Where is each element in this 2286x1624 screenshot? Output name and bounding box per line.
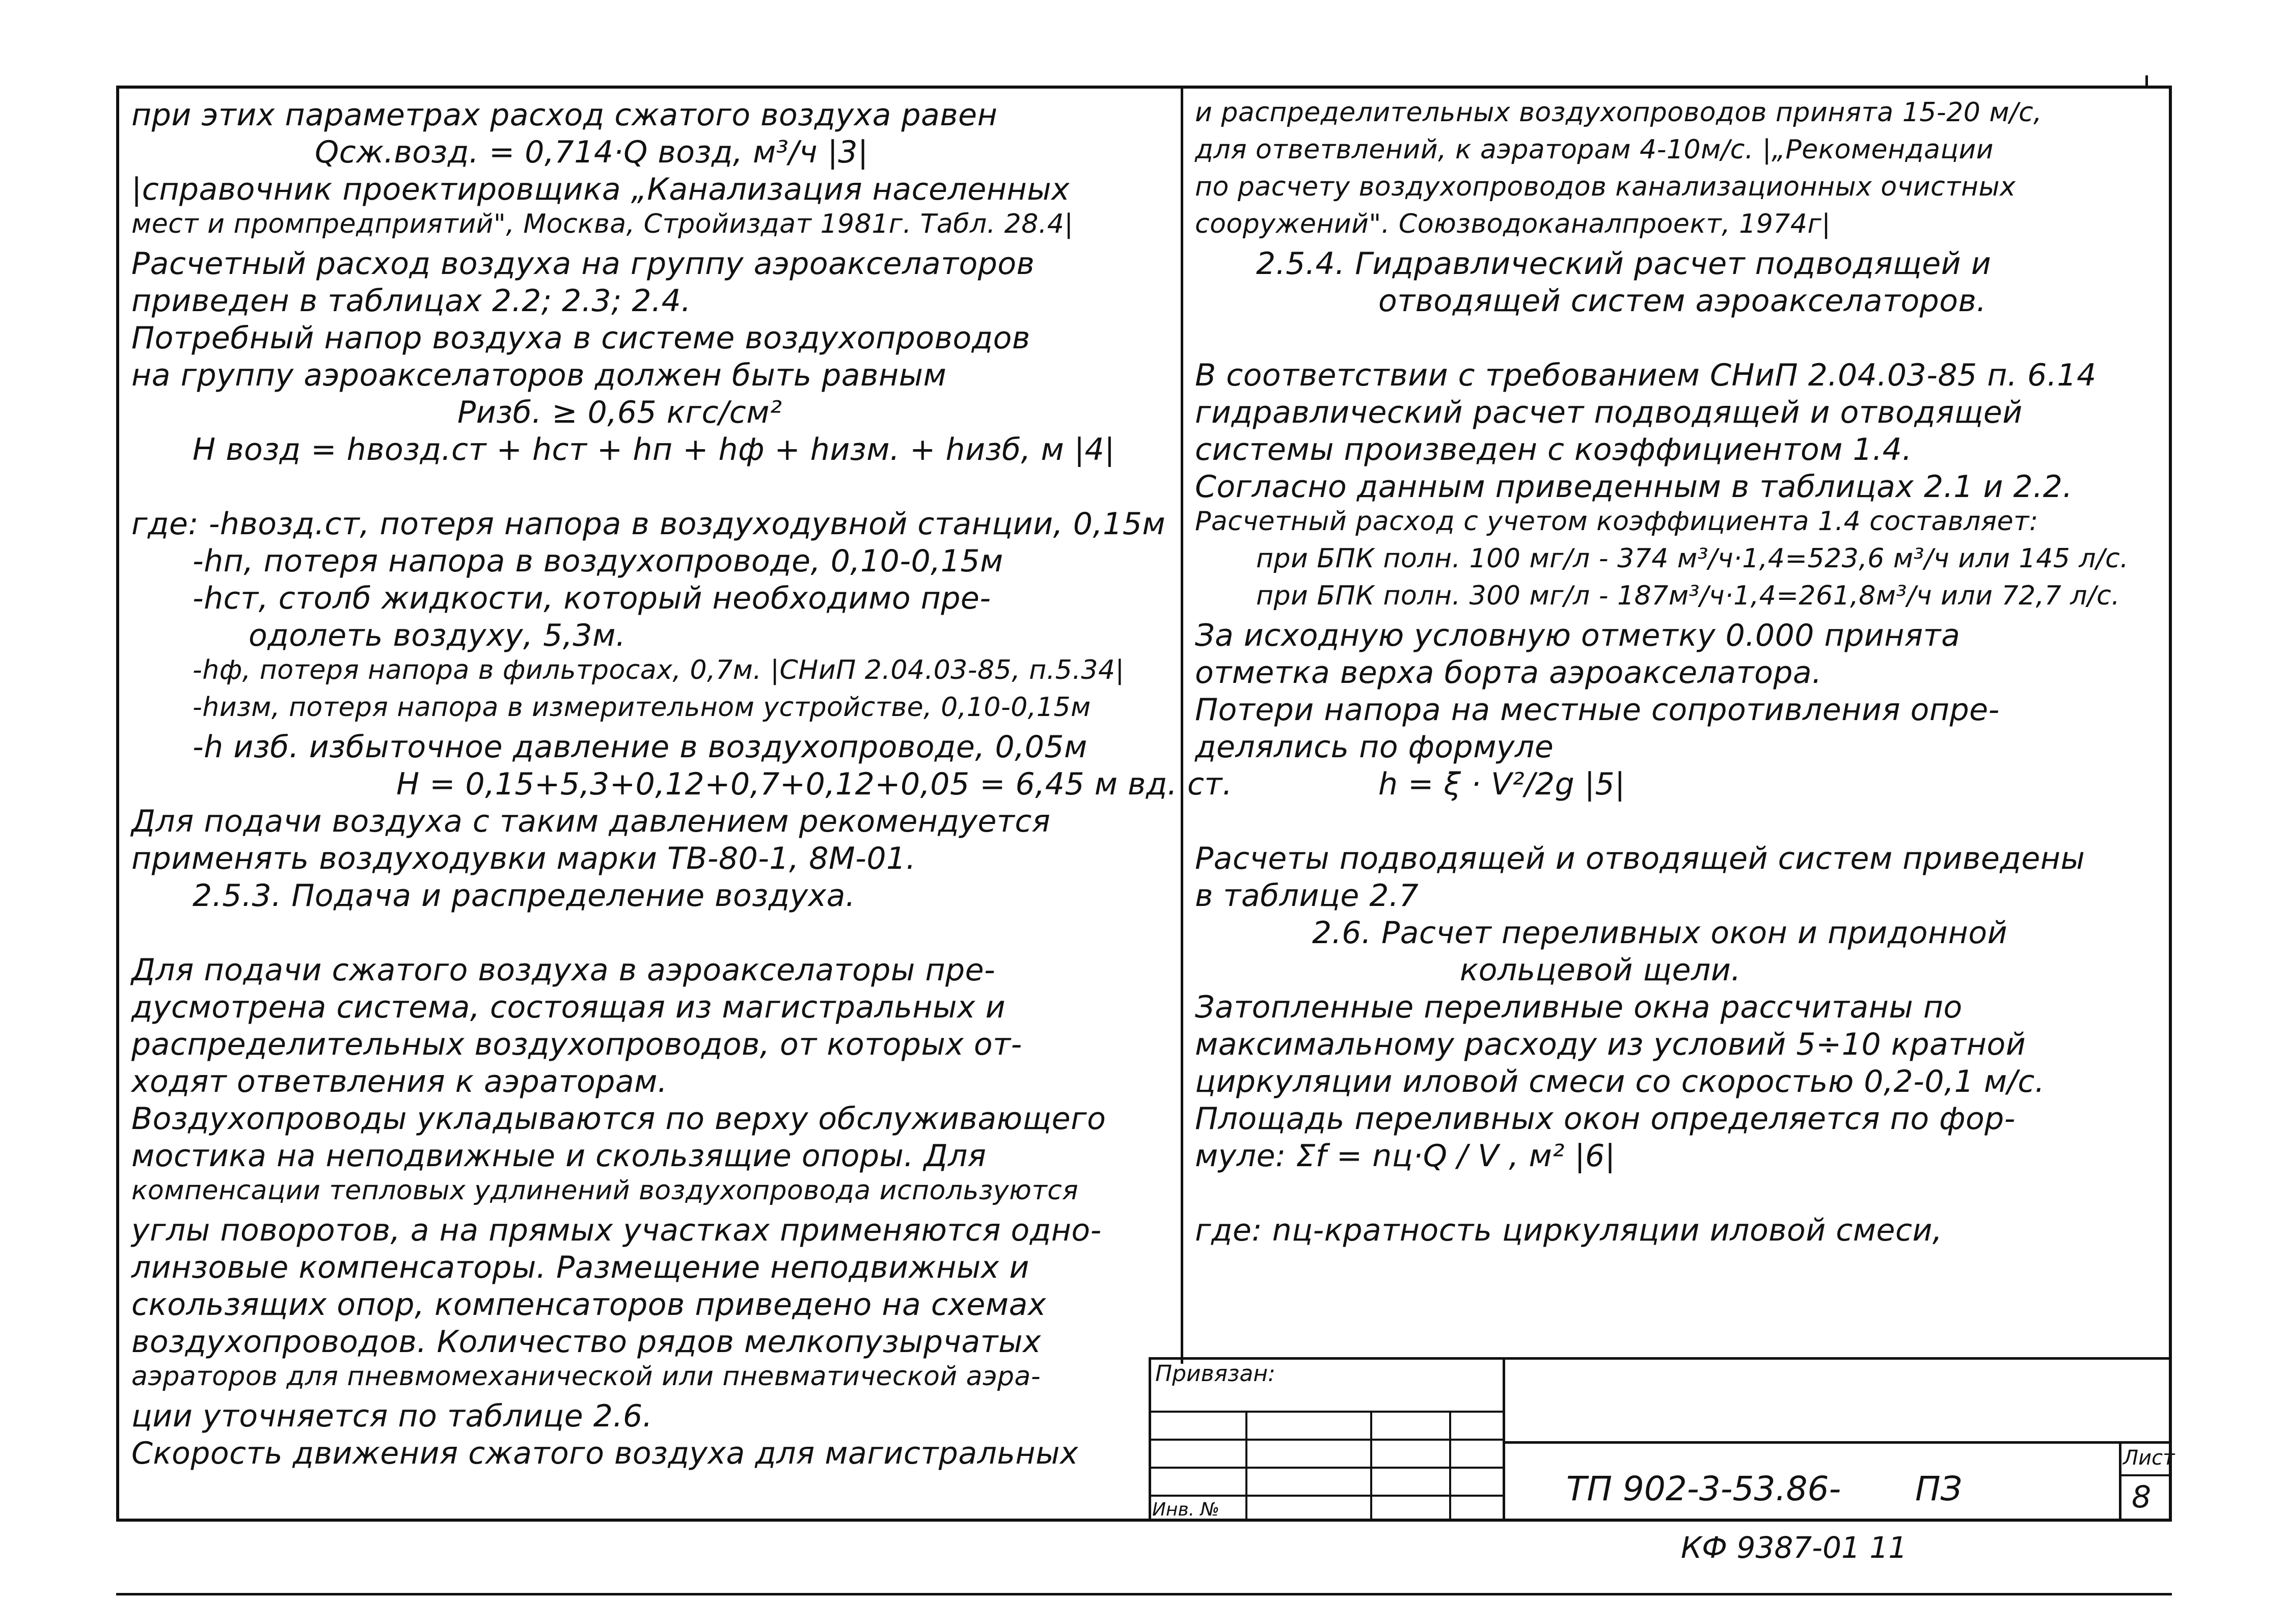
formula-line: H возд = hвозд.ст + hст + hп + hф + hизм. + hизб, м |4| xyxy=(193,432,1115,467)
text-line: мостика на неподвижные и скользящие опоры. Для xyxy=(131,1138,987,1174)
inv-number-label: Инв. № xyxy=(1152,1499,1220,1520)
section-heading: 2.6. Расчет переливных окон и придонной xyxy=(1312,915,2008,951)
archive-stamp: КФ 9387-01 11 xyxy=(1681,1530,1908,1565)
text-line: воздухопроводов. Количество рядов мелкопузырчатых xyxy=(131,1324,1042,1360)
section-heading: отводящей систем аэроакселаторов. xyxy=(1378,283,1986,319)
text-line: Для подачи сжатого воздуха в аэроакселаторы пре- xyxy=(131,952,996,988)
text-line: отметка верха борта аэроакселатора. xyxy=(1195,655,1822,691)
text-line: Воздухопроводы укладываются по верху обслуживающего xyxy=(131,1101,1106,1137)
text-line: компенсации тепловых удлинений воздухопровода используются xyxy=(131,1175,1079,1206)
text-line: Расчетный расход с учетом коэффициента 1.4 составляет: xyxy=(1195,506,2038,537)
text-line: для ответвлений, к аэраторам 4-10м/с. |„Рекомендации xyxy=(1195,134,1994,165)
stamp-grid-row xyxy=(1149,1411,1505,1413)
formula-line: h = ξ · V²/2g |5| xyxy=(1378,766,1625,802)
document-code: ТП 902-3-53.86- xyxy=(1566,1469,1841,1508)
stamp-grid-col xyxy=(1245,1411,1247,1522)
designation-rule xyxy=(1505,1441,2172,1444)
text-line: одолеть воздуху, 5,3м. xyxy=(249,618,626,653)
spacer xyxy=(1195,320,2163,357)
text-line: сооружений". Союзводоканалпроект, 1974г| xyxy=(1195,209,1831,239)
text-line: при БПК полн. 100 мг/л - 374 м³/ч·1,4=523,6 м³/ч или 145 л/с. xyxy=(1256,543,2129,574)
text-line: ходят ответвления к аэраторам. xyxy=(131,1064,668,1099)
text-line: Площадь переливных окон определяется по фор- xyxy=(1195,1101,2016,1137)
text-line: -hст, столб жидкости, который необходимо пре- xyxy=(193,581,991,616)
text-line: гидравлический расчет подводящей и отводящей xyxy=(1195,395,2023,430)
right-column xyxy=(1195,97,2163,1249)
text-line: системы произведен с коэффициентом 1.4. xyxy=(1195,432,1912,467)
formula-line: H = 0,15+5,3+0,12+0,7+0,12+0,05 = 6,45 м вд. ст. xyxy=(396,766,1233,802)
text-line: и распределительных воздухопроводов принята 15-20 м/с, xyxy=(1195,97,2043,128)
section-heading: кольцевой щели. xyxy=(1460,952,1741,988)
stamp-grid-col xyxy=(1449,1411,1451,1522)
text-line: максимальному расходу из условий 5÷10 кратной xyxy=(1195,1027,2026,1062)
spacer xyxy=(1195,803,2163,840)
formula-line: муле: Σf = nц·Q / V , м² |6| xyxy=(1195,1138,1616,1174)
text-line: при этих параметрах расход сжатого воздуха равен xyxy=(131,97,998,133)
text-line: дусмотрена система, состоящая из магистральных и xyxy=(131,989,1006,1025)
text-line: скользящих опор, компенсаторов приведено на схемах xyxy=(131,1287,1046,1323)
sheet-cell-divider xyxy=(2119,1474,2172,1476)
text-line: За исходную условную отметку 0.000 принята xyxy=(1195,618,1961,653)
text-line: мест и промпредприятий", Москва, Стройиздат 1981г. Табл. 28.4| xyxy=(131,209,1074,239)
text-line: Скорость движения сжатого воздуха для магистральных xyxy=(131,1436,1078,1471)
formula-line: Qсж.возд. = 0,714·Q возд, м³/ч |3| xyxy=(315,134,868,170)
text-line: где: -hвозд.ст, потеря напора в воздуходувной станции, 0,15м xyxy=(131,506,1166,542)
stamp-grid-row xyxy=(1149,1439,1505,1441)
text-line: ции уточняется по таблице 2.6. xyxy=(131,1398,653,1434)
text-line: циркуляции иловой смеси со скоростью 0,2-0,1 м/с. xyxy=(1195,1064,2045,1099)
text-line: Расчетный расход воздуха на группу аэроакселаторов xyxy=(131,246,1035,282)
section-heading: 2.5.4. Гидравлический расчет подводящей и xyxy=(1256,246,1992,282)
spacer xyxy=(131,915,1165,952)
text-line: в таблице 2.7 xyxy=(1195,878,1419,914)
text-line: -hп, потеря напора в воздухопроводе, 0,10-0,15м xyxy=(193,543,1003,579)
text-line: -h изб. избыточное давление в воздухопроводе, 0,05м xyxy=(193,729,1087,765)
text-line: В соответствии с требованием СНиП 2.04.03-85 п. 6.14 xyxy=(1195,357,2097,393)
text-line: линзовые компенсаторы. Размещение неподвижных и xyxy=(131,1250,1029,1285)
text-line: Потери напора на местные сопротивления опре- xyxy=(1195,692,2000,728)
formula-line: Ризб. ≥ 0,65 кгс/см² xyxy=(457,395,782,430)
section-heading: 2.5.3. Подача и распределение воздуха. xyxy=(193,878,856,914)
privyazan-label: Привязан: xyxy=(1155,1361,1275,1387)
sheet-cell-border xyxy=(2119,1441,2121,1522)
text-line: при БПК полн. 300 мг/л - 187м³/ч·1,4=261,8м³/ч или 72,7 л/с. xyxy=(1256,581,2120,611)
text-line: на группу аэроакселаторов должен быть равным xyxy=(131,357,947,393)
stamp-grid-col xyxy=(1370,1411,1372,1522)
stamp-grid-row xyxy=(1149,1495,1505,1497)
text-line: |справочник проектировщика „Канализация населенных xyxy=(131,172,1070,207)
text-line: Затопленные переливные окна рассчитаны по xyxy=(1195,989,1963,1025)
sheet-number: 8 xyxy=(2132,1479,2152,1515)
text-line: по расчету воздухопроводов канализационных очистных xyxy=(1195,172,2016,202)
spacer xyxy=(131,469,1165,506)
text-line: аэраторов для пневмомеханической или пневматической аэра- xyxy=(131,1361,1041,1392)
column-divider xyxy=(1181,86,1183,1364)
text-line: -hф, потеря напора в фильтросах, 0,7м. |СНиП 2.04.03-85, п.5.34| xyxy=(193,655,1125,685)
text-line: Потребный напор воздуха в системе воздухопроводов xyxy=(131,320,1030,356)
text-line: делялись по формуле xyxy=(1195,729,1554,765)
document-section: ПЗ xyxy=(1915,1469,1962,1508)
stamp-grid-row xyxy=(1149,1467,1505,1469)
sheet-label: Лист xyxy=(2123,1446,2175,1470)
title-block-top-rule xyxy=(1149,1357,2172,1360)
text-line: углы поворотов, а на прямых участках применяются одно- xyxy=(131,1213,1102,1248)
text-line: распределительных воздухопроводов, от которых от- xyxy=(131,1027,1022,1062)
corner-tick xyxy=(2145,75,2148,88)
text-line: Согласно данным приведенным в таблицах 2.1 и 2.2. xyxy=(1195,469,2073,505)
text-line: Для подачи воздуха с таким давлением рекомендуется xyxy=(131,804,1051,839)
text-line: применять воздуходувки марки ТВ-80-1, 8М-01. xyxy=(131,841,916,876)
text-line: где: nц-кратность циркуляции иловой смеси, xyxy=(1195,1213,1943,1248)
bottom-rule xyxy=(116,1593,2172,1595)
spacer xyxy=(1195,1175,2163,1212)
text-line: приведен в таблицах 2.2; 2.3; 2.4. xyxy=(131,283,691,319)
text-line: -hизм, потеря напора в измерительном устройстве, 0,10-0,15м xyxy=(193,692,1091,723)
text-line: Расчеты подводящей и отводящей систем приведены xyxy=(1195,841,2085,876)
